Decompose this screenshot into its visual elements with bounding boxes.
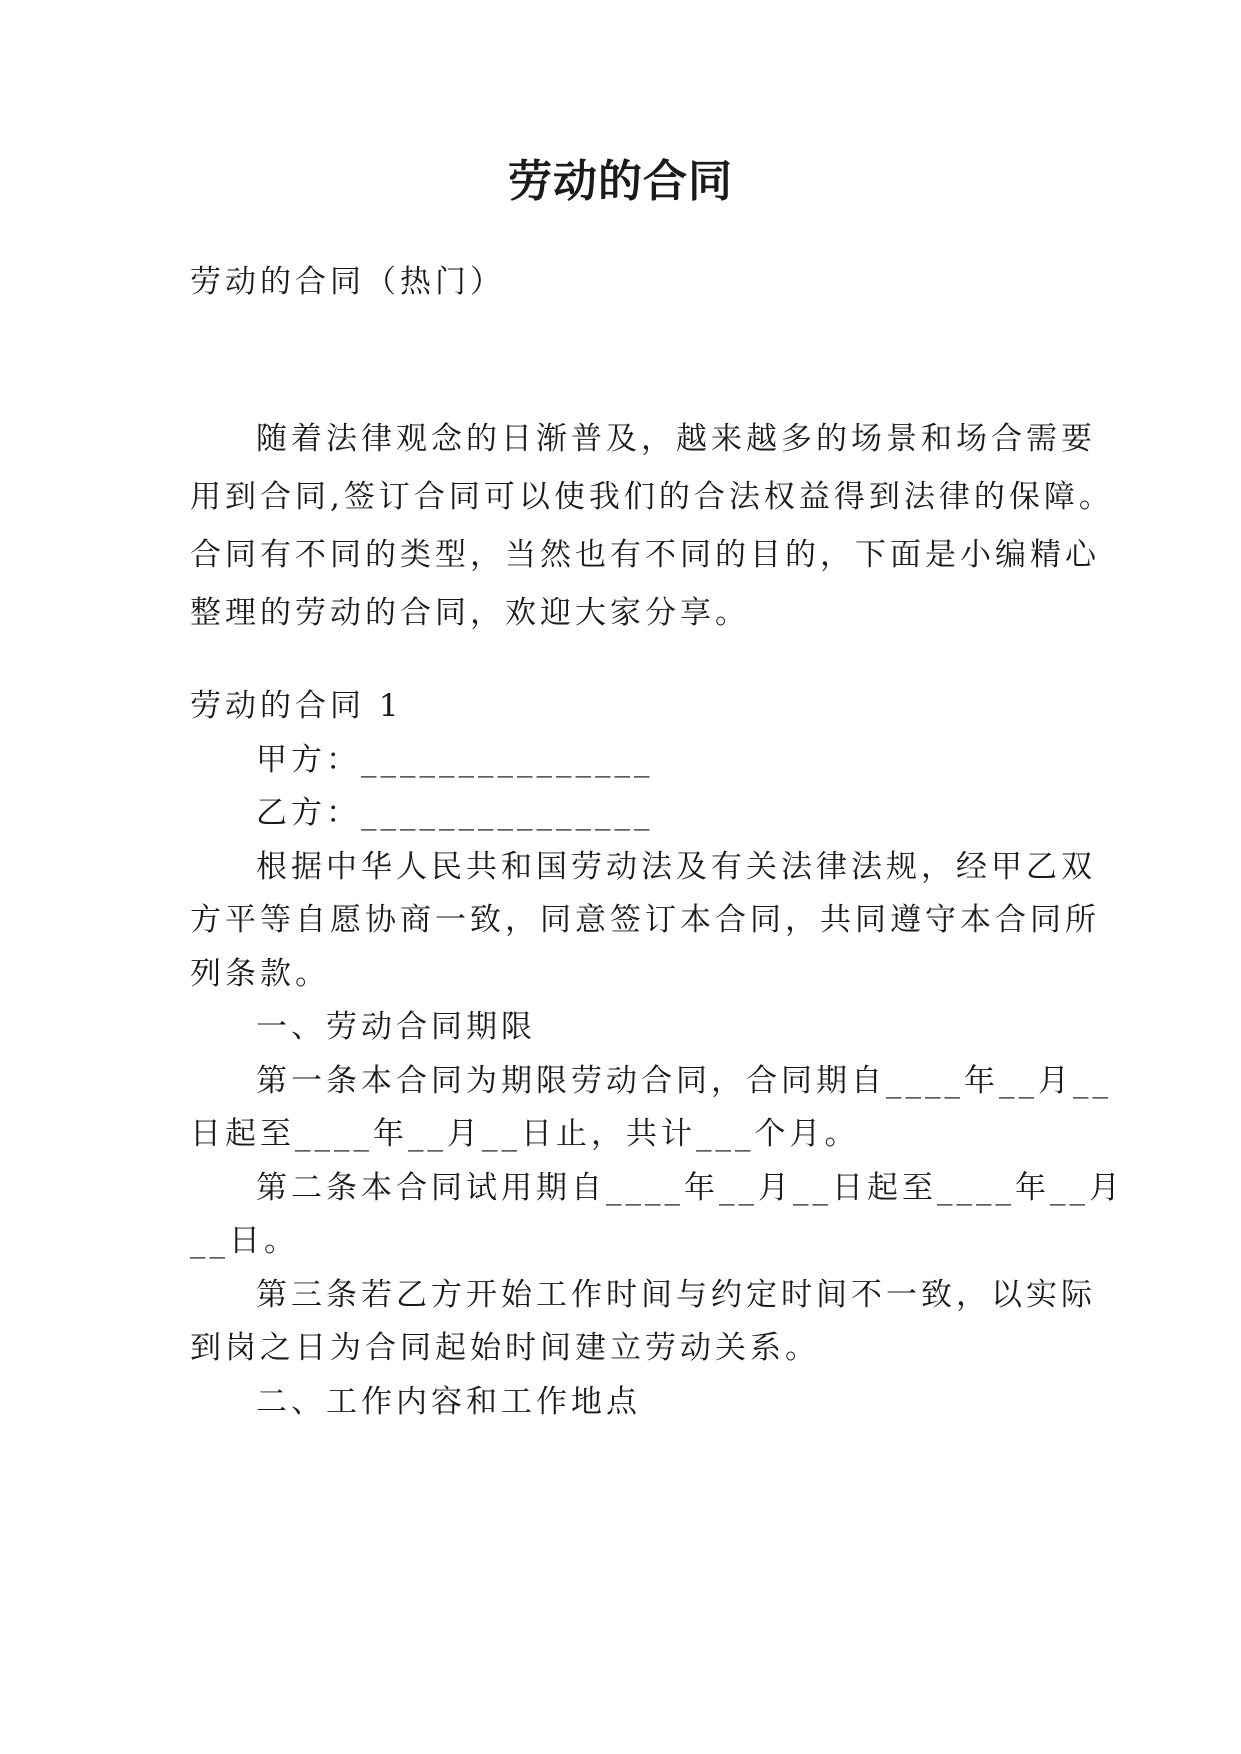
article-line: 第一条本合同为期限劳动合同，合同期自____年__月__	[256, 1063, 1112, 1099]
party-b-line: 乙方：_______________	[256, 795, 654, 831]
article-line: __日。	[190, 1223, 299, 1259]
chapter-heading: 二、工作内容和工作地点	[256, 1384, 641, 1420]
party-a-line: 甲方：_______________	[256, 742, 654, 778]
intro-line: 随着法律观念的日渐普及，越来越多的场景和场合需要	[256, 421, 1096, 457]
section-heading: 劳动的合同 1	[190, 688, 403, 724]
preamble-line: 方平等自愿协商一致，同意签订本合同，共同遵守本合同所	[190, 902, 1100, 938]
preamble-line: 列条款。	[190, 956, 330, 992]
chapter-heading: 一、劳动合同期限	[256, 1009, 536, 1045]
preamble-line: 根据中华人民共和国劳动法及有关法律法规，经甲乙双	[256, 849, 1096, 885]
document-title: 劳动的合同	[508, 156, 733, 207]
intro-line: 用到合同,签订合同可以使我们的合法权益得到法律的保障。	[190, 479, 1114, 515]
article-line: 到岗之日为合同起始时间建立劳动关系。	[190, 1330, 820, 1366]
article-line: 日起至____年__月__日止，共计___个月。	[190, 1116, 860, 1152]
article-line: 第二条本合同试用期自____年__月__日起至____年__月	[256, 1170, 1124, 1206]
intro-line: 整理的劳动的合同，欢迎大家分享。	[190, 595, 750, 631]
intro-line: 合同有不同的类型，当然也有不同的目的，下面是小编精心	[190, 537, 1100, 573]
document-subtitle: 劳动的合同（热门）	[190, 264, 505, 300]
article-line: 第三条若乙方开始工作时间与约定时间不一致，以实际	[256, 1277, 1096, 1313]
